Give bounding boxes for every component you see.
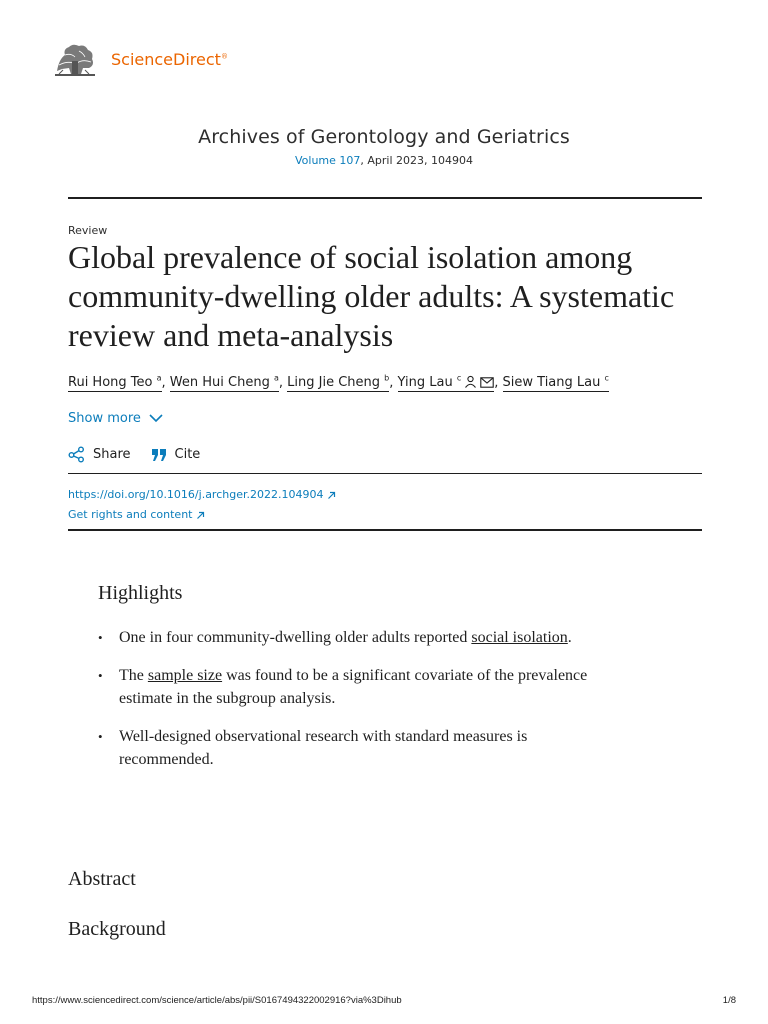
cite-button[interactable] bbox=[151, 446, 201, 463]
topic-link[interactable]: sample size bbox=[147, 667, 223, 684]
divider bbox=[68, 473, 702, 474]
cite-label: Cite bbox=[174, 447, 201, 462]
journal-issue-info bbox=[0, 154, 768, 167]
rights-link[interactable]: Get rights and content bbox=[68, 505, 336, 525]
share-icon bbox=[68, 446, 85, 463]
page-url: https://www.sciencedirect.com/science/article/abs/pii/S0167494322002916?via%3Dihub bbox=[32, 995, 402, 1006]
external-link-icon bbox=[327, 491, 336, 500]
external-link-icon bbox=[196, 511, 205, 520]
doi-link[interactable]: https://doi.org/10.1016/j.archger.2022.104904 bbox=[68, 485, 336, 505]
quote-icon bbox=[151, 448, 167, 462]
divider bbox=[68, 529, 702, 531]
show-more-button[interactable] bbox=[68, 411, 163, 426]
issue-details: , April 2023, 104904 bbox=[360, 154, 474, 167]
journal-header bbox=[0, 126, 768, 167]
author-list: Rui Hong Teo $^a$, Wen Hui Cheng $^a$, Ling Jie Cheng $^b$, Ying Lau $^c$ , Siew Tiang Lau $^c$ bbox=[68, 374, 609, 391]
background-heading: Background bbox=[68, 918, 166, 940]
chevron-down-icon bbox=[149, 414, 163, 423]
elsevier-tree-icon bbox=[53, 41, 97, 78]
highlight-item: • Well-designed observational research with standard measures is recommended. bbox=[98, 725, 598, 771]
highlight-item: • The sample size was found to be a significant covariate of the prevalence estimate in the subgroup analysis. bbox=[98, 664, 598, 710]
topic-link[interactable]: social isolation bbox=[471, 629, 568, 646]
divider bbox=[68, 197, 702, 199]
page-number: 1/8 bbox=[722, 995, 736, 1006]
article-type: Review bbox=[68, 224, 108, 237]
author-link[interactable]: Ying Lau $^c$ bbox=[398, 375, 495, 392]
highlights-heading: Highlights bbox=[98, 582, 183, 604]
sciencedirect-logo[interactable] bbox=[53, 41, 228, 78]
author-link[interactable]: Wen Hui Cheng $^a$ bbox=[169, 374, 279, 391]
email-icon bbox=[480, 377, 494, 388]
share-label: Share bbox=[93, 447, 131, 462]
brand-name: ScienceDirect® bbox=[111, 50, 228, 69]
article-actions bbox=[68, 446, 200, 463]
share-button[interactable] bbox=[68, 446, 131, 463]
highlights-section bbox=[98, 582, 598, 786]
author-link[interactable]: Rui Hong Teo $^a$ bbox=[68, 374, 162, 391]
highlight-item: • One in four community-dwelling older adults reported social isolation. bbox=[98, 626, 598, 649]
journal-title[interactable]: Archives of Gerontology and Geriatrics bbox=[198, 126, 570, 148]
author-link[interactable]: Siew Tiang Lau $^c$ bbox=[502, 374, 609, 391]
abstract-heading: Abstract bbox=[68, 868, 136, 890]
article-links bbox=[68, 485, 336, 525]
volume-link[interactable]: Volume 107 bbox=[294, 154, 361, 167]
person-icon bbox=[464, 375, 477, 388]
article-title: Global prevalence of social isolation among community-dwelling older adults: A systematic review and meta-analysis bbox=[68, 239, 675, 353]
show-more-label: Show more bbox=[68, 411, 141, 426]
author-link[interactable]: Ling Jie Cheng $^b$ bbox=[287, 374, 390, 391]
